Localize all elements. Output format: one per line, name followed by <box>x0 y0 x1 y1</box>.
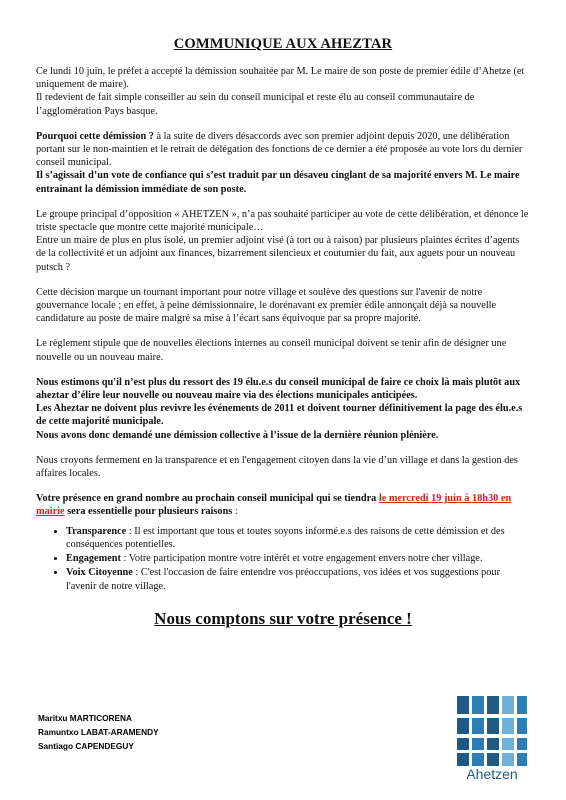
closing-statement: Nous comptons sur votre présence ! <box>154 608 412 628</box>
paragraph-1b <box>36 91 530 117</box>
paragraph-3b: Entre un maire de plus en plus isolé, un premier adjoint visé (à tort ou à raison) par plusieurs plaintes écrites d’agents de la collectivité et un adjoint aux finances, bizarrement silencieux et coutumier du fait, aux aguets pour un nouveau putsch ? <box>36 235 520 273</box>
logo-label: Ahetzen <box>466 766 518 782</box>
paragraph-7: Nous croyons fermement en la transparence et en l'engagement citoyen dans la vie d’un village et dans la gestion des affaires locales. <box>36 454 518 480</box>
signatory: Santiago CAPENDEGUY <box>38 740 134 751</box>
p1-line1: Ce lundi 10 juin, le préfet a accepté la démission souhaitée par M. Le maire de son poste de premier édile d’Ahetze (et uniquement de maire). <box>36 66 525 91</box>
paragraph-5: Le règlement stipule que de nouvelles élections internes au conseil municipal doivent se tenir afin de désigner une nouvelle ou un nouveau maire. <box>36 338 507 363</box>
reason-text: : Il est important que tous et toutes soyons informé.e.s des raisons de cette démission et des conséquences potentielles. <box>66 525 505 550</box>
p8-after: sera essentielle pour plusieurs raisons <box>64 506 233 518</box>
reason-transparence <box>66 525 530 551</box>
reason-term: Transparence <box>66 525 127 537</box>
reason-engagement <box>66 552 530 565</box>
paragraph-6: Nous estimons qu'il n’est plus du ressort des 19 élu.e.s du conseil municipal de faire ce choix là mais plutôt aux aheztar d’élire leur nouvelle ou nouveau maire via des élections municipales anticipées. <box>36 376 521 402</box>
reason-text: : C'est l'occasion de faire entendre vos préoccupations, vos idées et vos suggestions pour l'avenir de notre village. <box>66 567 501 592</box>
paragraph-6b: Les Aheztar ne doivent plus revivre les événements de 2011 et doivent tourner définitivement la page des élu.e.s de cette majorité municipale. <box>36 403 523 428</box>
paragraph-6c: Nous avons donc demandé une démission collective à l’issue de la dernière réunion plénière. <box>36 429 439 441</box>
signatories <box>38 712 159 753</box>
logo-bars-icon <box>457 696 527 766</box>
p8-colon: : <box>232 506 238 518</box>
reason-term: Voix Citoyenne <box>66 567 133 579</box>
paragraph-4: Cette décision marque un tournant important pour notre village et soulève des questions sur l'avenir de notre gouvernance locale ; en effet, à peine démissionnaire, le dorénavant ex premier édile annonçait déjà sa nouvelle candidature au poste de maire malgré sa mise à l’écart sans équivoque par sa propre majorité. <box>36 286 497 325</box>
p1-line2: Il redevient de fait simple conseiller au sein du conseil municipal et reste élu au conseil communautaire de l’agglomération Pays basque. <box>36 92 475 117</box>
paragraph-2-bold: Il s’agissait d’un vote de confiance qui s’est traduit par un désaveu cinglant de sa majorité envers M. Le maire entrainant la démission immédiate de son poste. <box>36 170 520 195</box>
signatory: Ramuntxo LABAT-ARAMENDY <box>38 726 159 737</box>
reasons-list <box>36 525 530 593</box>
reason-text: : Votre participation montre votre intérêt et votre engagement envers notre cher village. <box>120 553 483 565</box>
page-title: COMMUNIQUE AUX AHEZTAR <box>173 36 393 52</box>
paragraph-8 <box>36 492 530 518</box>
p2-rest: à la suite de divers désaccords avec son premier adjoint depuis 2020, une délibération portant sur le non-maintien et le retrait de délégation des fonctions de ce dernier a été proposée au vote lors du dernier conseil municipal. <box>36 130 523 169</box>
p8-before: Votre présence en grand nombre au prochain conseil municipal qui se tiendra <box>36 493 379 505</box>
signatory: Maritxu MARTICORENA <box>38 713 133 723</box>
paragraph-3: Le groupe principal d’opposition « AHETZEN », n’a pas souhaité participer au vote de cette délibération, et dénonce le triste spectacle que montre cette majorité municipale… <box>36 208 529 234</box>
meeting-date: le mercredi 19 juin à 18h30 en mairie <box>36 493 512 518</box>
reason-term: Engagement <box>66 553 121 565</box>
paragraph-2 <box>36 130 530 170</box>
p2-lead: Pourquoi cette démission ? <box>36 130 154 142</box>
paragraph-1 <box>36 65 530 91</box>
reason-voix-citoyenne <box>66 566 530 592</box>
